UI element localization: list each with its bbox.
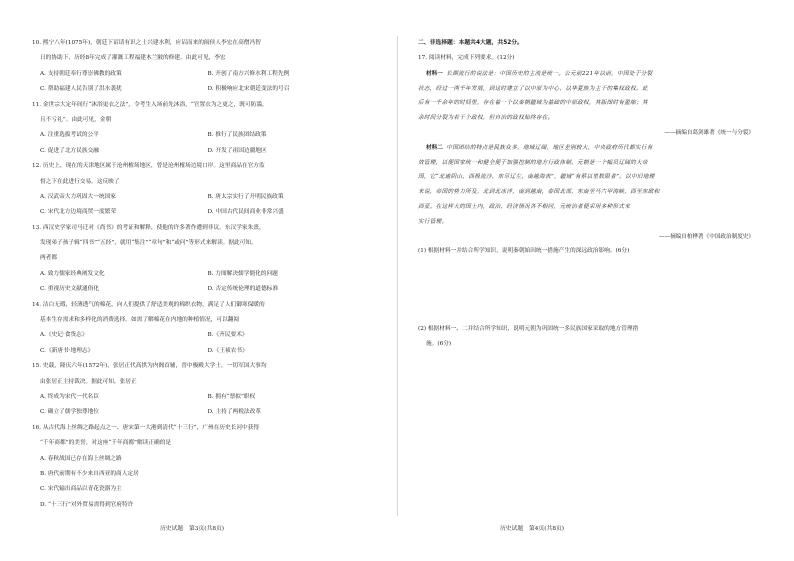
answer-space-1[interactable] bbox=[418, 260, 754, 322]
question-14 bbox=[32, 298, 367, 360]
question-stem: 15. 史载，隆庆六年(1572年)，张居正代高拱为内阁首辅，晋中极殿大学士，一切军国大事均 bbox=[32, 363, 267, 370]
question-12 bbox=[32, 159, 367, 221]
option-c: C. 促进了北方民族交融 bbox=[40, 147, 99, 154]
question-stem: 11. 金世宗大定年间行“沐浴更衣之法”，令考生入场前先沐浴，“官置衣为之更之，既可防滥， bbox=[32, 101, 268, 108]
question-stem: 由张居正主持裁决。据此可知，张居正 bbox=[40, 378, 137, 385]
right-column bbox=[418, 36, 754, 353]
material-text: 后有一千余年的时间里，存在着一个以秦朝疆域为基础的中原政权，其版图时有盈缩；其 bbox=[418, 100, 648, 107]
question-11 bbox=[32, 98, 367, 160]
option-d: D. 主持了两税法改革 bbox=[207, 409, 261, 416]
material-text: 状态，经过一两千年发展，到这时建立了以中原为中心，以华夏族为主干的集权政权。此 bbox=[418, 85, 648, 92]
option-b: B. 唐代前期有不少来自西亚的商人定居 bbox=[40, 470, 139, 477]
option-c: C. 宋代输出商品以青花瓷器为主 bbox=[40, 486, 122, 493]
option-b: B. 开创了南方兴修水利工程先例 bbox=[207, 70, 290, 77]
material-text: 实行管理。 bbox=[418, 218, 448, 225]
material-text: 中国团结的特点是民族众多，地域辽阔，地区差别较大，中央政府历代都实行有 bbox=[446, 144, 653, 151]
option-a: A. 终成为宋代一代名臣 bbox=[40, 393, 99, 400]
question-stem: 基本生存需求和多样化的消费选择。如需了解棉花在内地的种植情况，可以翻阅 bbox=[40, 317, 240, 324]
material-two bbox=[418, 141, 754, 245]
option-b: B. 推行了民族团结政策 bbox=[207, 132, 267, 139]
sub-question-1: (1) 根据材料一并结合所学知识，说明秦朝始因统一措施产生的深远政治影响。(6分) bbox=[418, 248, 630, 255]
question-stem: 13. 西汉史学家司马迁对《尚书》的考证和解释，使他的许多著作遭到非议。东汉学家朱熹， bbox=[32, 224, 265, 231]
material-one-label: 材料一 bbox=[426, 70, 443, 77]
question-stem: 两者都 bbox=[40, 255, 58, 262]
material-text: 长期流行的说法是：中国历史的主流是统一。公元前221年以前，中国处于分裂 bbox=[446, 70, 653, 77]
option-a: A. 春秋战国已存在海上丝绸之路 bbox=[40, 455, 122, 462]
section-title: 二、非选择题：本题共4大题，共52分。 bbox=[418, 40, 523, 46]
question-stem: 14. 洁白无瑕，轻薄透气的棉花，向人们提供了舒适美观的棉织衣物，满足了人们御寒保暖的 bbox=[32, 301, 265, 308]
page-footer: 历史试题 第3页(共8页) bbox=[160, 526, 225, 532]
option-b: B. 力图解决儒学僵化的问题 bbox=[207, 270, 278, 277]
sub-question-2: (2) 根据材料一、二并结合所学知识，说明元朝为巩固统一多民族国家采取的地方管理措 bbox=[418, 325, 639, 332]
question-10 bbox=[32, 36, 367, 98]
material-text: 西亚。在这样大的国土内，政治、经济情况各不相同，元统治者便采用多种形式来 bbox=[418, 203, 631, 210]
question-stem: 16. 从古代海上丝绸之路起点之一、唐宋第一大港到清代“十三行”，广州在历史长河中获得 bbox=[32, 424, 260, 431]
option-d: D. “十三行”对外贸易需得到官府特许 bbox=[40, 501, 134, 508]
question-stem: 10. 熙宁八年(1075年)，朝廷下诏请有识之士兴建水利，应诏而来的闽侯人李宏在高僧冯智 bbox=[32, 40, 261, 46]
question-15 bbox=[32, 359, 367, 421]
option-a: A. 支持朝廷奉行尊崇佛教的政策 bbox=[40, 70, 122, 77]
option-d: D. 开发了祖国边疆地区 bbox=[207, 147, 267, 154]
question-16 bbox=[32, 421, 367, 513]
option-d: D. 积极响应北宋朝廷变法的号召 bbox=[207, 86, 290, 93]
material-text: 国，它“北逾阴山，西极流沙，东尽辽左，南越海表”，疆域“有蔡以里数限者”。以中旧地理 bbox=[418, 174, 655, 181]
left-column bbox=[32, 36, 367, 513]
material-text: 效管理，以便国家统一和健全便于加强控制的地方行政体制。元朝是一个幅员辽阔的大帝 bbox=[418, 159, 648, 166]
option-c: C. 宋代北方边境商贸一度繁荣 bbox=[40, 209, 117, 216]
page-footer: 历史试题 第4页(共8页) bbox=[500, 526, 565, 532]
question-stem: 12. 历史上，现在的天津地区属于沧州榷场地区，曾是沧州榷场边境口岸。这里商品在官方监 bbox=[32, 163, 265, 170]
option-c: C. 重视历史文献通俗化 bbox=[40, 286, 99, 293]
option-c: C.《新唐书·地理志》 bbox=[40, 347, 94, 354]
option-a: A. 注重选拔考试的公平 bbox=[40, 132, 99, 139]
option-a: A. 汉武帝大力巩固大一统国家 bbox=[40, 193, 116, 200]
option-a: A.《史记·食货志》 bbox=[40, 332, 88, 339]
option-b: B. 唐太宗实行了开明民族政策 bbox=[207, 193, 284, 200]
option-d: D. 否定传统伦理的道德标准 bbox=[207, 286, 279, 293]
question-stem: 督之下在此进行交易。这反映了 bbox=[40, 178, 120, 185]
question-stem: 发现弟子孩子辑“四书”“五经”，就用“集注”“章句”和“或问”等形式来解读。据此可知， bbox=[40, 240, 257, 247]
question-13 bbox=[32, 221, 367, 298]
material-one bbox=[418, 67, 754, 141]
option-c: C. 帮助福建人民告别了洪水袭扰 bbox=[40, 86, 122, 93]
material-two-label: 材料二 bbox=[426, 144, 443, 151]
sub-question-2-cont: 施。(6分) bbox=[426, 341, 452, 348]
option-d: D. 中国古代民间商业非常兴盛 bbox=[207, 209, 284, 216]
question-stem: 日的协助下，历经8年完成了灌溉工程福建木兰陂的修建。由此可见，李宏 bbox=[40, 55, 226, 62]
option-c: C. 确立了儒学独尊地位 bbox=[40, 409, 99, 416]
material-text: 来说，帝国的势力所及，北到北冰洋，南到越南，泰国北部，东南至马六甲海峡，西至东欧和 bbox=[418, 189, 660, 196]
question-stem: 且不亏礼”。由此可见，金朝 bbox=[40, 116, 112, 123]
option-d: D.《王祯农书》 bbox=[207, 347, 248, 354]
option-a: A. 致力儒家经典阐发文化 bbox=[40, 270, 105, 277]
option-b: B. 拥有“票拟”职权 bbox=[207, 393, 256, 400]
question-17-title: 17. 阅读材料，完成下列要求。(12分) bbox=[418, 55, 515, 62]
material-text: 余时间分裂为若干个政权，但自治的政权始终存在。 bbox=[418, 115, 554, 122]
question-stem: “千年商都”的美誉。对这座“千年商都”解读正确的是 bbox=[40, 440, 172, 447]
option-b: B.《齐民要术》 bbox=[207, 332, 248, 339]
material-source: ——摘编自柏桦著《中国政治制度史》 bbox=[658, 233, 754, 240]
right-page bbox=[397, 0, 794, 561]
material-source: ——摘编自葛剑雄著《统一与分裂》 bbox=[664, 129, 754, 136]
